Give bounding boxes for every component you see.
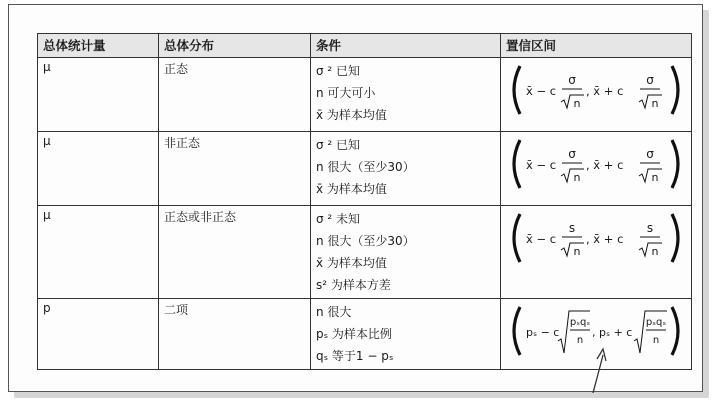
condition-line: s² 为样本方差 (316, 278, 391, 292)
fraction-denominator: n (651, 245, 659, 258)
distribution-cell: 二项 (159, 299, 311, 370)
header-statistic: 总体统计量 (38, 34, 159, 58)
fraction-numerator: s (568, 221, 576, 235)
fraction-denominator: n (576, 335, 584, 346)
condition-line: n 很大（至少30） (316, 160, 415, 174)
fraction-numerator: σ (646, 147, 654, 161)
statistic-cell: μ (38, 58, 159, 132)
fraction-numerator: pₛqₛ (645, 317, 667, 328)
condition-line: σ ² 已知 (316, 138, 361, 152)
condition-line: x̄ 为样本均值 (316, 182, 387, 196)
interval-lower-term: pₛ − c (526, 326, 560, 339)
distribution-cell: 非正态 (159, 132, 311, 206)
fraction-numerator: σ (646, 73, 654, 87)
statistic-cell: μ (38, 132, 159, 206)
condition-line: σ ² 已知 (316, 64, 361, 78)
fraction-numerator: σ (568, 73, 576, 87)
condition-line: n 很大 (316, 305, 352, 319)
condition-line: n 很大（至少30） (316, 234, 415, 248)
fraction-denominator: n (651, 171, 659, 184)
fraction-denominator: n (652, 335, 660, 346)
condition-line: x̄ 为样本均值 (316, 256, 387, 270)
header-conditions: 条件 (311, 34, 501, 58)
interval-lower-term: x̄ − c (526, 84, 557, 98)
interval-upper-term: , x̄ + c (586, 84, 624, 98)
interval-lower-term: x̄ − c (526, 232, 557, 246)
fraction-denominator: n (573, 171, 581, 184)
condition-line: qₛ 等于1 − pₛ (316, 349, 394, 363)
document-page (8, 4, 703, 392)
header-interval: 置信区间 (501, 34, 692, 58)
fraction-denominator: n (573, 245, 581, 258)
fraction-numerator: s (646, 221, 654, 235)
statistic-cell: μ (38, 206, 159, 299)
arrow-curve (592, 355, 603, 393)
header-distribution: 总体分布 (159, 34, 311, 58)
interval-upper-term: , x̄ + c (586, 158, 624, 172)
condition-line: σ ² 未知 (316, 212, 361, 226)
fraction-numerator: σ (568, 147, 576, 161)
distribution-cell: 正态 (159, 58, 311, 132)
condition-line: n 可大可小 (316, 86, 376, 100)
interval-lower-term: x̄ − c (526, 158, 557, 172)
condition-line: pₛ 为样本比例 (316, 327, 392, 341)
annotation-arrow (9, 5, 704, 393)
statistic-cell: p (38, 299, 159, 370)
fraction-numerator: pₛqₛ (569, 317, 591, 328)
interval-upper-term: , x̄ + c (586, 232, 624, 246)
interval-upper-term: , pₛ + c (592, 326, 633, 339)
condition-line: x̄ 为样本均值 (316, 108, 387, 122)
distribution-cell: 正态或非正态 (159, 206, 311, 299)
fraction-denominator: n (651, 97, 659, 110)
fraction-denominator: n (573, 97, 581, 110)
